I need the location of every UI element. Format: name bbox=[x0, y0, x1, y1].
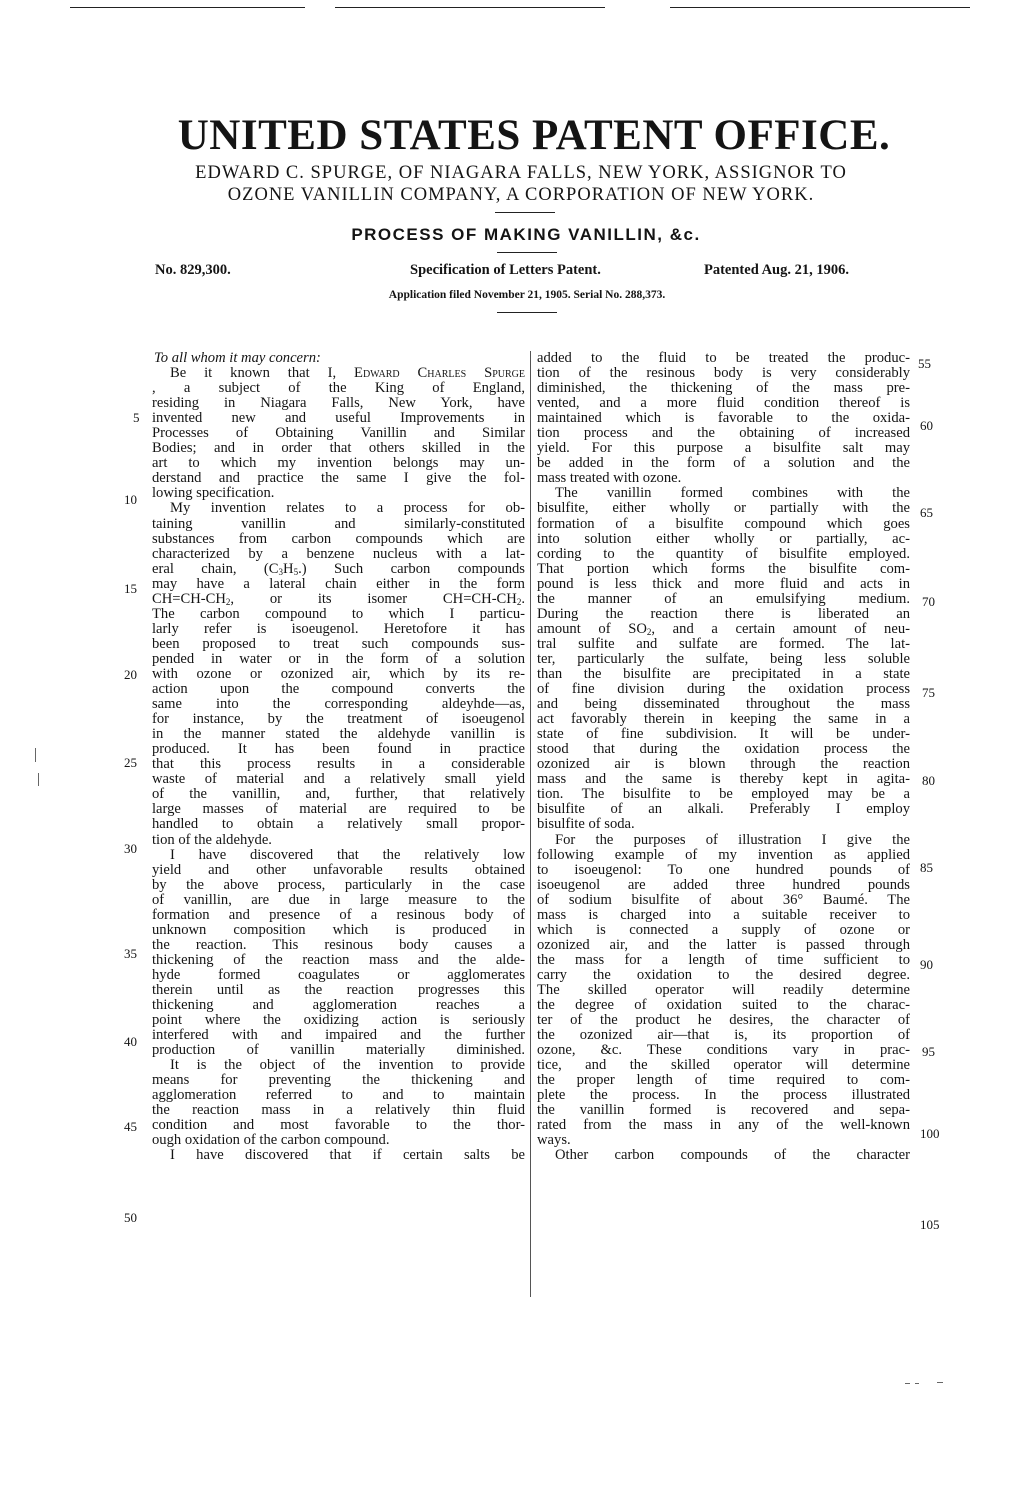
text-line: hyde formed coagulates or agglomerates bbox=[152, 966, 525, 983]
text-line: with ozone or ozonized air, which by its re- bbox=[152, 665, 525, 682]
text-line: pound is less thick and more fluid and acts in bbox=[537, 575, 910, 592]
text-line: yield. For this purpose a bisulfite salt may bbox=[537, 440, 910, 457]
process-title: PROCESS OF MAKING VANILLIN, &c. bbox=[351, 225, 701, 244]
text-line: bisulfite of soda. bbox=[537, 816, 635, 833]
text-line: tion of the resinous body is very considerably bbox=[537, 365, 910, 382]
text-line: handled to obtain a relatively small propor- bbox=[152, 816, 525, 833]
margin-mark bbox=[905, 1383, 910, 1384]
text-line: plete the process. In the process illustrated bbox=[537, 1087, 910, 1104]
inventor-name: Edward Charles Spurge bbox=[354, 365, 525, 382]
text-line: tion process and the obtaining of increased bbox=[537, 425, 910, 442]
text-line: ough oxidation of the carbon compound. bbox=[152, 1132, 390, 1149]
text-line: For the purposes of illustration I give the bbox=[555, 831, 910, 848]
line-number: 85 bbox=[920, 860, 933, 875]
text-line: the degree of oxidation suited to the charac- bbox=[537, 997, 910, 1014]
text-line: tion. The bisulfite to be employed may be a bbox=[537, 786, 910, 803]
text-line: act favorably therein in keeping the same in a bbox=[537, 711, 910, 728]
text-line: by the above process, particularly in the case bbox=[152, 876, 525, 893]
text-line: the vanillin formed is recovered and sepa- bbox=[537, 1102, 910, 1119]
line-number: 60 bbox=[920, 418, 933, 433]
text-line: , a subject of the King of England, bbox=[152, 380, 525, 397]
text-line: Processes of Obtaining Vanillin and Similar bbox=[152, 425, 525, 442]
header-divider bbox=[497, 252, 557, 253]
margin-mark bbox=[38, 773, 39, 786]
text-line: condition and most favorable to the thor- bbox=[152, 1117, 525, 1134]
text-line: taining vanillin and similarly-constituted bbox=[152, 515, 525, 532]
text-line: state of fine subdivision. It will be under- bbox=[537, 726, 910, 743]
column-divider bbox=[530, 351, 531, 1297]
text-line: the manner of an emulsifying medium. bbox=[537, 590, 910, 607]
text-line: That portion which forms the bisulfite com- bbox=[537, 560, 910, 577]
office-title: UNITED STATES PATENT OFFICE. bbox=[177, 112, 891, 159]
text-line: ozonized air, and the latter is passed through bbox=[537, 936, 910, 953]
text-line: production of vanillin materially diminished. bbox=[152, 1042, 525, 1059]
line-number: 70 bbox=[922, 594, 935, 609]
right-column bbox=[537, 351, 910, 1164]
top-rule bbox=[670, 7, 970, 8]
text-line: the proper length of time required to com- bbox=[537, 1072, 910, 1089]
text-line: Be it known that I, Edward Charles Spurge bbox=[170, 365, 525, 382]
text-line: formation of a bisulfite compound which goes bbox=[537, 515, 910, 532]
text-line: the ozonized air—that is, its proportion of bbox=[537, 1027, 910, 1044]
margin-mark bbox=[35, 748, 36, 762]
text-line: substances from carbon compounds which are bbox=[152, 530, 525, 547]
text-line: action upon the compound converts the bbox=[152, 681, 525, 698]
text-line: The vanillin formed combines with the bbox=[555, 485, 910, 502]
line-number: 105 bbox=[920, 1217, 940, 1232]
line-number: 35 bbox=[124, 946, 137, 961]
text-line: larly refer is isoeugenol. Heretofore it has bbox=[152, 620, 525, 637]
text-line: rated from the mass in any of the well-known bbox=[537, 1117, 910, 1134]
text-line: yield and other unfavorable results obtained bbox=[152, 861, 525, 878]
text-line: of the vanillin, and, further, that relatively bbox=[152, 786, 525, 803]
text-line: diminished, the thickening of the mass pre- bbox=[537, 380, 910, 397]
text-line: Other carbon compounds of the character bbox=[555, 1147, 910, 1164]
text-line: Bodies; and in order that others skilled in the bbox=[152, 440, 525, 457]
text-line: point where the oxidizing action is seriously bbox=[152, 1012, 525, 1029]
text-line: derstand and practice the same I give the fol- bbox=[152, 470, 525, 487]
text-line: eral chain, $(C_3H_5.)$ Such carbon compounds bbox=[152, 560, 525, 577]
text-line: that this process results in a considerable bbox=[152, 756, 525, 773]
text-line: I have discovered that the relatively low bbox=[170, 846, 525, 863]
line-number: 20 bbox=[124, 667, 137, 682]
text-line: interfered with and impaired and the further bbox=[152, 1027, 525, 1044]
text-line: the mass for a length of time sufficient to bbox=[537, 951, 910, 968]
text-line: invented new and useful Improvements in bbox=[152, 410, 525, 427]
text-line: ozone, &c. These conditions vary in prac- bbox=[537, 1042, 910, 1059]
text-line: maintained which is favorable to the oxida- bbox=[537, 410, 910, 427]
text-line: thickening of the reaction mass and the alde- bbox=[152, 951, 525, 968]
text-line: characterized by a benzene nucleus with a lat- bbox=[152, 545, 525, 562]
text-line: During the reaction there is liberated an bbox=[537, 605, 910, 622]
text-line: The skilled operator will readily determine bbox=[537, 981, 910, 998]
line-number: 5 bbox=[133, 410, 140, 425]
text-line: isoeugenol are added three hundred pounds bbox=[537, 876, 910, 893]
line-number: 45 bbox=[124, 1119, 137, 1134]
text-line: amount of $SO_2$, and a certain amount of neu- bbox=[537, 620, 910, 637]
text-line: The carbon compound to which I particu- bbox=[152, 605, 525, 622]
text-line: bisulfite of an alkali. Preferably I employ bbox=[537, 801, 910, 818]
text-line: carry the oxidation to the desired degree. bbox=[537, 966, 910, 983]
text-line: be added in the form of a solution and the bbox=[537, 455, 910, 472]
text-line: which is connected a supply of ozone or bbox=[537, 921, 910, 938]
text-line: tion of the aldehyde. bbox=[152, 831, 272, 848]
text-line: large masses of material are required to be bbox=[152, 801, 525, 818]
margin-mark bbox=[915, 1383, 919, 1384]
top-rule bbox=[70, 7, 305, 8]
line-number: 80 bbox=[922, 773, 935, 788]
text-line: may have a lateral chain either in the form bbox=[152, 575, 525, 592]
text-line: lowing specification. bbox=[152, 485, 275, 502]
text-line: unknown composition which is produced in bbox=[152, 921, 525, 938]
text-line: waste of material and a relatively small yield bbox=[152, 771, 525, 788]
line-number: 40 bbox=[124, 1034, 137, 1049]
line-number: 65 bbox=[920, 505, 933, 520]
line-number: 15 bbox=[124, 581, 137, 596]
text-line: vented, and a more fluid condition thereof is bbox=[537, 395, 910, 412]
line-number: 25 bbox=[124, 755, 137, 770]
text-line: been proposed to treat such compounds sus- bbox=[152, 635, 525, 652]
specification-label: Specification of Letters Patent. bbox=[410, 262, 601, 278]
text-line: the reaction mass in a relatively thin fluid bbox=[152, 1102, 525, 1119]
text-line: It is the object of the invention to provide bbox=[170, 1057, 525, 1074]
text-line: $CH=CH-CH_2$, or its isomer $CH=CH-CH_2$. bbox=[152, 590, 525, 607]
left-column bbox=[152, 351, 525, 1164]
patent-number: No. 829,300. bbox=[155, 262, 231, 278]
salutation: To all whom it may concern: bbox=[154, 350, 321, 366]
text-line: added to the fluid to be treated the produc- bbox=[537, 350, 910, 366]
text-line: tice, and the skilled operator will determine bbox=[537, 1057, 910, 1074]
line-number: 30 bbox=[124, 841, 137, 856]
text-line: mass is charged into a suitable receiver to bbox=[537, 906, 910, 923]
header-divider bbox=[497, 312, 557, 313]
text-line: ter, particularly the sulfate, being less soluble bbox=[537, 650, 910, 667]
line-number: 75 bbox=[922, 685, 935, 700]
text-line: formation and presence of a resinous body of bbox=[152, 906, 525, 923]
text-line: I have discovered that if certain salts be bbox=[170, 1147, 525, 1164]
text-line: pended in water or in the form of a solution bbox=[152, 650, 525, 667]
text-line: stood that during the oxidation process the bbox=[537, 741, 910, 758]
text-line: My invention relates to a process for ob- bbox=[170, 500, 525, 517]
inventor-line-2: OZONE VANILLIN COMPANY, A CORPORATION OF NEW YORK. bbox=[227, 185, 815, 205]
margin-mark bbox=[937, 1382, 943, 1383]
text-line: agglomeration referred to and to maintain bbox=[152, 1087, 525, 1104]
text-line: tral sulfite and sulfate are formed. The lat- bbox=[537, 635, 910, 652]
line-number: 95 bbox=[922, 1044, 935, 1059]
text-line: to isoeugenol: To one hundred pounds of bbox=[537, 861, 910, 878]
text-line: the reaction. This resinous body causes a bbox=[152, 936, 525, 953]
text-line: than the bisulfite are precipitated in a state bbox=[537, 665, 910, 682]
text-line: cording to the quantity of bisulfite employed. bbox=[537, 545, 910, 562]
text-line: into solution either wholly or partially, ac- bbox=[537, 530, 910, 547]
inventor-line-1: EDWARD C. SPURGE, OF NIAGARA FALLS, NEW YORK, ASSIGNOR TO bbox=[195, 163, 847, 183]
line-number: 90 bbox=[920, 957, 933, 972]
text-line: in the manner stated the aldehyde vanillin is bbox=[152, 726, 525, 743]
line-number: 100 bbox=[920, 1126, 940, 1141]
top-rule bbox=[335, 7, 605, 8]
text-line: therein until as the reaction progresses this bbox=[152, 981, 525, 998]
text-line: following example of my invention as applied bbox=[537, 846, 910, 863]
line-number: 55 bbox=[918, 356, 931, 371]
line-number: 10 bbox=[124, 492, 137, 507]
patented-date: Patented Aug. 21, 1906. bbox=[704, 262, 849, 278]
text-line: for instance, by the treatment of isoeugenol bbox=[152, 711, 525, 728]
text-line: of sodium bisulfite of about 36° Baumé. The bbox=[537, 891, 910, 908]
application-line: Application filed November 21, 1905. Serial No. 288,373. bbox=[388, 289, 666, 301]
text-line: art to which my invention belongs may un- bbox=[152, 455, 525, 472]
text-line: ozonized air is blown through the reaction bbox=[537, 756, 910, 773]
text-line: and being disseminated throughout the mass bbox=[537, 696, 910, 713]
text-line: mass and the same is thereby kept in agita- bbox=[537, 771, 910, 788]
text-line: residing in Niagara Falls, New York, have bbox=[152, 395, 525, 412]
header-divider bbox=[495, 212, 555, 213]
text-line: mass treated with ozone. bbox=[537, 470, 682, 487]
text-line: bisulfite, either wholly or partially with the bbox=[537, 500, 910, 517]
text-line: of vanillin, are due in large measure to the bbox=[152, 891, 525, 908]
text-line: ter of the product he desires, the character of bbox=[537, 1012, 910, 1029]
text-line: means for preventing the thickening and bbox=[152, 1072, 525, 1089]
text-line: of fine division during the oxidation process bbox=[537, 681, 910, 698]
text-line: thickening and agglomeration reaches a bbox=[152, 997, 525, 1014]
text-line: same into the corresponding aldeyhde—as, bbox=[152, 696, 525, 713]
text-line: ways. bbox=[537, 1132, 571, 1149]
line-number: 50 bbox=[124, 1210, 137, 1225]
text-line: produced. It has been found in practice bbox=[152, 741, 525, 758]
